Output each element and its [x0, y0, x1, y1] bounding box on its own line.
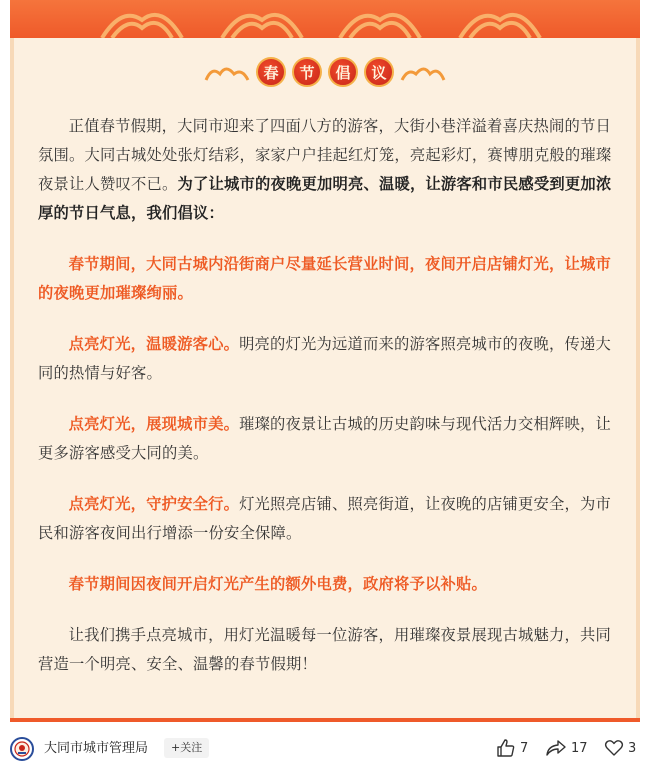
paragraph-text: 正值春节假期，大同市迎来了四面八方的游客，大街小巷洋溢着喜庆热闹的节日氛围。大同古城处处张灯结彩，家家户户挂起红灯笼，亮起彩灯，赛博朋克般的璀璨夜景让人赞叹不已。	[38, 117, 612, 193]
author-name[interactable]: 大同市城市管理局	[44, 741, 149, 756]
paragraph-subsidy	[38, 570, 622, 599]
paragraph-intro	[38, 112, 622, 228]
share-icon	[545, 738, 567, 758]
favorite-count: 3	[628, 740, 637, 756]
paragraph-closing	[38, 621, 622, 679]
paragraph-proposal	[38, 250, 622, 308]
paragraph-point-1	[38, 330, 622, 388]
follow-button[interactable]: +关注	[164, 738, 209, 758]
point-title: 点亮灯光，守护安全行。	[68, 495, 240, 513]
poster-heading	[10, 54, 640, 90]
cloud-ornament-icon	[204, 62, 250, 82]
share-count: 17	[571, 740, 588, 756]
paragraph-point-2	[38, 410, 622, 468]
poster-left-border	[10, 38, 14, 722]
poster-right-border	[636, 38, 640, 722]
paragraph-emphasis: 春节期间，大同古城内沿街商户尽量延长营业时间，夜间开启店铺灯光，让城市的夜晚更加璀璨绚丽。	[38, 255, 611, 302]
share-button[interactable]	[545, 737, 588, 759]
avatar[interactable]	[10, 737, 34, 761]
banner-cloud-pattern-icon	[10, 0, 640, 38]
paragraph-emphasis: 春节期间因夜间开启灯光产生的额外电费，政府将予以补贴。	[68, 575, 488, 593]
heading-char-2: 节	[292, 57, 322, 87]
post-footer	[0, 722, 650, 773]
like-button[interactable]	[496, 737, 528, 759]
avatar-emblem-icon	[14, 741, 30, 757]
paragraph-point-3	[38, 490, 622, 548]
point-title: 点亮灯光，温暖游客心。	[68, 335, 240, 353]
heading-char-1: 春	[256, 57, 286, 87]
point-title: 点亮灯光，展现城市美。	[68, 415, 240, 433]
poster-top-banner	[10, 0, 640, 38]
poster-image	[10, 0, 640, 722]
like-count: 7	[520, 740, 529, 756]
point-text: 灯光照亮店铺、照亮街道，让夜晚的店铺更安全，为市民和游客夜间出行增添一份安全保障。	[38, 495, 611, 542]
point-text: 璀璨的夜景让古城的历史韵味与现代活力交相辉映，让更多游客感受大同的美。	[38, 415, 611, 462]
paragraph-emphasis: 为了让城市的夜晚更加明亮、温暖，让游客和市民感受到更加浓厚的节日气息，我们倡议：	[38, 175, 612, 222]
proposal-body	[38, 112, 622, 701]
heart-icon	[604, 738, 624, 758]
cloud-ornament-icon	[400, 62, 446, 82]
thumbs-up-icon	[496, 738, 516, 758]
heading-char-3: 倡	[328, 57, 358, 87]
heading-char-4: 议	[364, 57, 394, 87]
paragraph-text: 让我们携手点亮城市，用灯光温暖每一位游客，用璀璨夜景展现古城魅力，共同营造一个明亮、安全、温馨的春节假期！	[38, 626, 611, 673]
point-text: 明亮的灯光为远道而来的游客照亮城市的夜晚，传递大同的热情与好客。	[38, 335, 611, 382]
favorite-button[interactable]	[604, 737, 636, 759]
